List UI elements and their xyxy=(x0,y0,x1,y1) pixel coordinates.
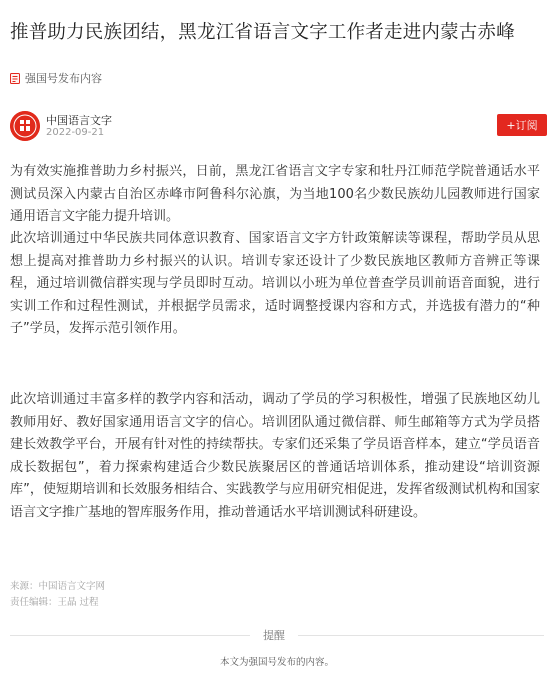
notice-divider-right xyxy=(298,635,544,636)
notice-title: 提醒 xyxy=(263,629,285,642)
article-editor: 责任编辑：王晶 过程 xyxy=(10,597,99,608)
author-bar xyxy=(10,111,540,141)
article-source: 来源：中国语言文字网 xyxy=(10,581,106,592)
publish-tag-label: 强国号发布内容 xyxy=(25,72,102,85)
publish-date: 2022-09-21 xyxy=(46,127,105,138)
author-name[interactable]: 中国语言文字 xyxy=(46,114,112,127)
article-paragraph-1: 为有效实施推普助力乡村振兴，日前，黑龙江省语言文字专家和牡丹江师范学院普通话水平测试员深入内蒙古自治区赤峰市阿鲁科尔沁旗，为当地100名少数民族幼儿园教师进行国家通用语言文字能力提升培训。 xyxy=(10,164,540,225)
article-title: 推普助力民族团结，黑龙江省语言文字工作者走进内蒙古赤峰 xyxy=(10,22,515,44)
notice-text: 本文为强国号发布的内容。 xyxy=(219,657,334,668)
subscribe-button[interactable]: +订阅 xyxy=(497,114,547,136)
publication-badge-icon xyxy=(10,73,20,84)
notice-divider-left xyxy=(10,635,250,636)
article-paragraph-3: 此次培训通过丰富多样的教学内容和活动，调动了学员的学习积极性，增强了民族地区幼儿教师用好、教好国家通用语言文字的信心。培训团队通过微信群、师生邮箱等方式为学员搭建长效教学平台，开展有针对性的持续帮扶。专家们还采集了学员语音样本，建立“学员语音成长数据包”，着力探索构建适合少数民族聚居区的普通话培训体系，推动建设“培训资源库”，使短期培训和长效服务相结合、实践教学与应用研究相促进，发挥省级测试机构和国家语言文字推广基地的智库服务作用，推动普通话水平培训测试科研建设。 xyxy=(10,392,540,520)
channel-avatar[interactable] xyxy=(10,111,40,141)
publish-tag xyxy=(10,70,102,86)
article-paragraph-2: 此次培训通过中华民族共同体意识教育、国家语言文字方针政策解读等课程，帮助学员从思想上提高对推普助力乡村振兴的认识。培训专家还设计了少数民族地区教师方音辨正等课程，通过培训微信群实现与学员即时互动。培训以小班为单位普查学员训前语音面貌，进行实训工作和过程性测试，并根据学员需求，适时调整授课内容和方式，并选拔有潜力的“种子”学员，发挥示范引领作用。 xyxy=(10,231,540,337)
